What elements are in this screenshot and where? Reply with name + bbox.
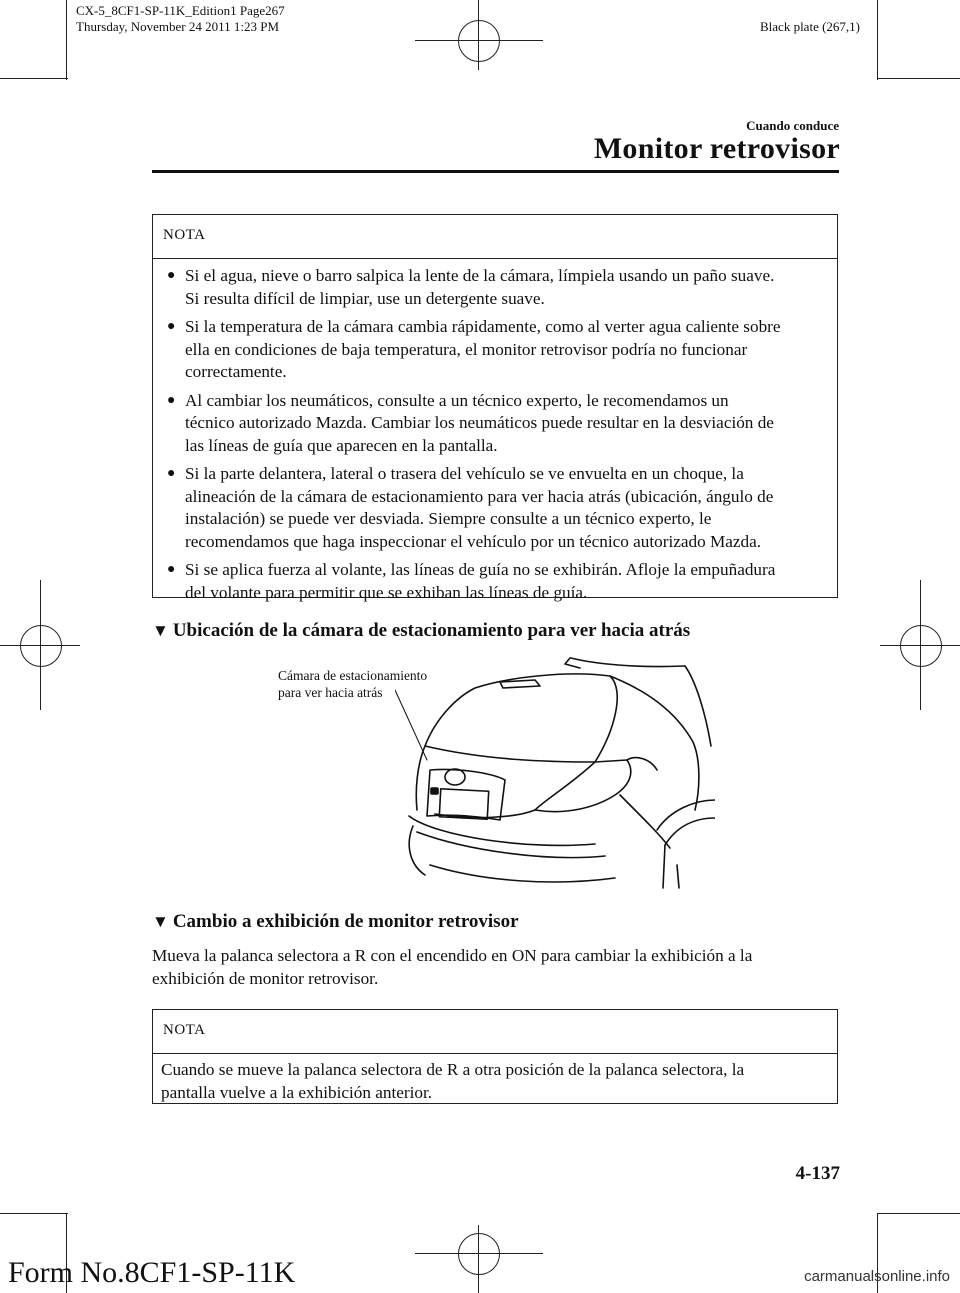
header-rule xyxy=(152,170,839,173)
form-number: Form No.8CF1-SP-11K xyxy=(8,1256,296,1289)
section-heading-camera-location: ▼ Ubicación de la cámara de estacionamiento para ver hacia atrás xyxy=(152,620,691,641)
note-heading: NOTA xyxy=(153,215,837,259)
note-box xyxy=(152,214,838,602)
bullet-icon: ● xyxy=(167,562,176,577)
note-list xyxy=(153,259,837,604)
bullet-icon: ● xyxy=(167,268,176,283)
note-heading: NOTA xyxy=(153,1010,837,1054)
plate-file-line: CX-5_8CF1-SP-11K_Edition1 Page267 xyxy=(76,3,285,18)
page-title: Monitor retrovisor xyxy=(593,132,840,165)
display-change-paragraph: Mueva la palanca selectora a R con el encendido en ON para cambiar la exhibición a la exhibición de monitor retrovisor. xyxy=(152,946,753,988)
section-name: Cuando conduce xyxy=(746,118,839,133)
note-bullet: ● Al cambiar los neumáticos, consulte a un técnico experto, le recomendamos un técnico autorizado Mazda. Cambiar los neumáticos puede resultar en la desviación de las líneas de guía que aparecen en la pantalla. xyxy=(167,390,774,455)
note-box-2 xyxy=(152,1009,838,1104)
plate-date-line: Thursday, November 24 2011 1:23 PM xyxy=(76,19,280,34)
figure-label: Cámara de estacionamiento para ver hacia atrás xyxy=(278,668,428,700)
section-heading-display-change: ▼ Cambio a exhibición de monitor retrovisor xyxy=(152,911,519,932)
bullet-icon: ● xyxy=(167,319,176,334)
note-bullet: ● Si la temperatura de la cámara cambia rápidamente, como al verter agua caliente sobre ella en condiciones de baja temperatura, el monitor retrovisor podría no funcionar correctamente. xyxy=(167,317,781,381)
bullet-icon: ● xyxy=(167,392,176,408)
note-bullet: ● Si el agua, nieve o barro salpica la lente de la cámara, límpiela usando un paño suave. Si resulta difícil de limpiar, use un detergente suave. xyxy=(167,266,775,308)
triangle-marker-icon: ▼ xyxy=(152,912,169,931)
page-number: 4-137 xyxy=(795,1163,840,1184)
watermark: carmanualsonline.info xyxy=(804,1268,950,1285)
note-text: Cuando se mueve la palanca selectora de R a otra posición de la palanca selectora, la pantalla vuelve a la exhibición anterior. xyxy=(161,1060,745,1102)
black-plate-label: Black plate (267,1) xyxy=(760,19,860,34)
bullet-icon: ● xyxy=(167,466,176,481)
triangle-marker-icon: ▼ xyxy=(152,621,169,640)
rear-camera-illustration xyxy=(395,650,715,890)
note-bullet: ● Si la parte delantera, lateral o trasera del vehículo se ve envuelta en un choque, la alineación de la cámara de estacionamiento para ver hacia atrás (ubicación, ángulo de instalación) se puede ver desviada. Siempre consulte a un técnico experto, le recomendamos que haga inspeccionar el vehículo por un técnico autorizado Mazda. xyxy=(167,464,774,551)
note-bullet: ● Si se aplica fuerza al volante, las líneas de guía no se exhibirán. Afloje la empuñadura del volante para permitir que se exhiban las líneas de guía. xyxy=(167,560,776,602)
